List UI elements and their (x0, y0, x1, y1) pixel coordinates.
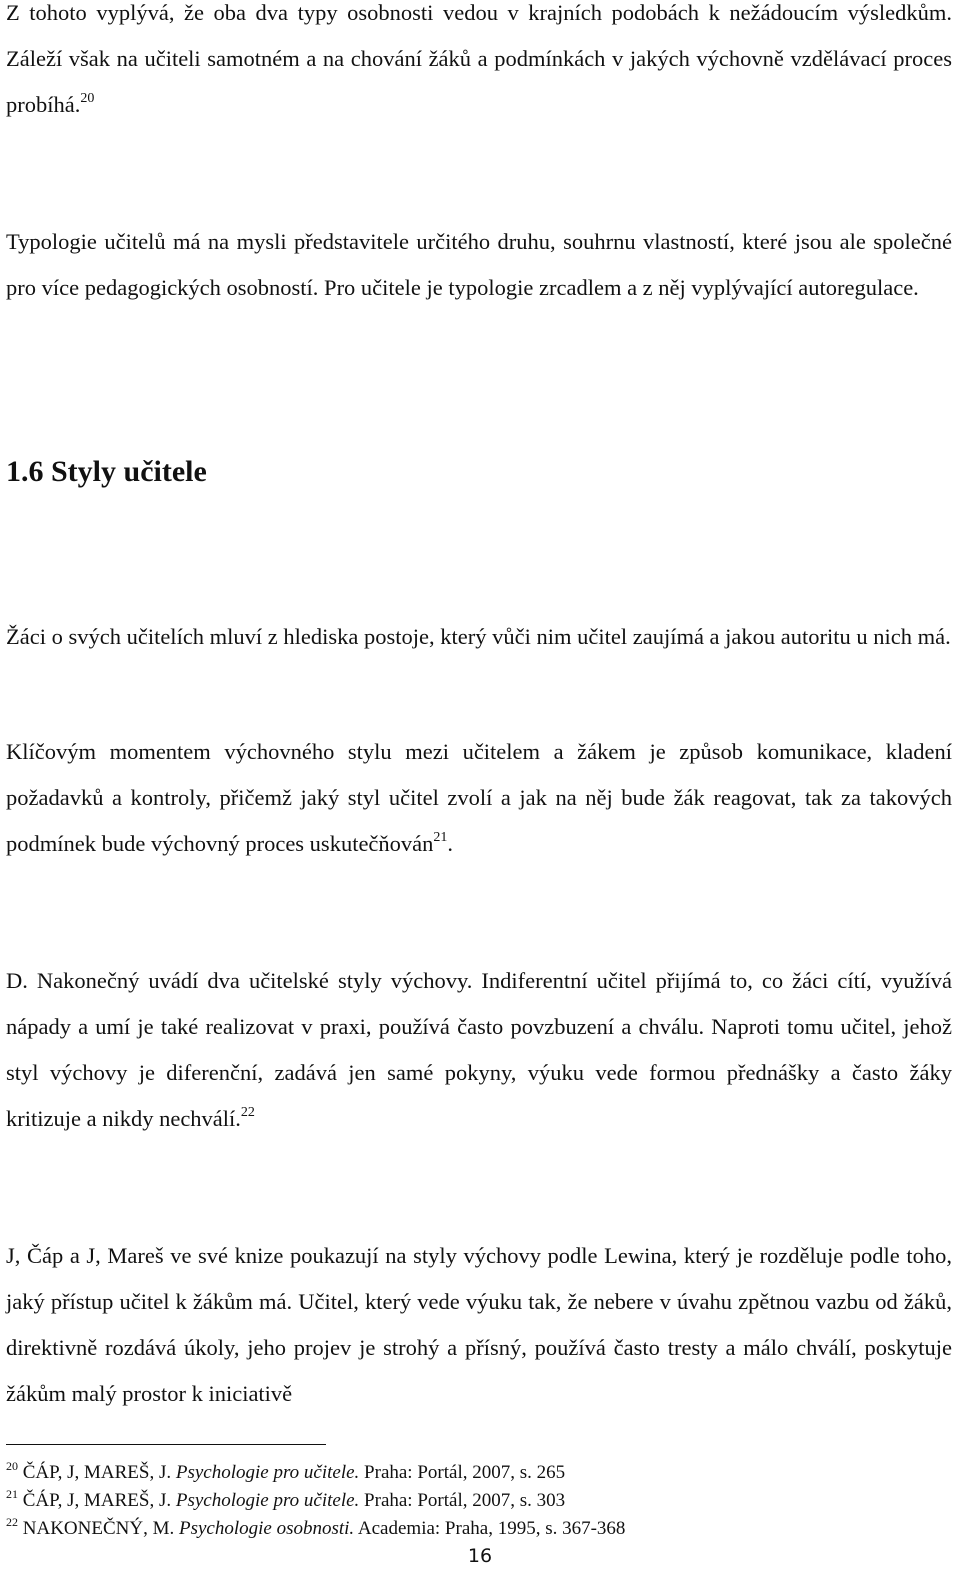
footnote-authors: ČÁP, J, MAREŠ, J. (22, 1490, 172, 1511)
footnote-publisher: Praha: Portál, 2007, s. 303 (364, 1490, 566, 1511)
footnote-number: 20 (6, 1459, 18, 1473)
footnote-21 (6, 1488, 565, 1514)
paragraph-1-text: Z tohoto vyplývá, že oba dva typy osobnosti vedou v krajních podobách k nežádoucím výsledkům. Záleží však na učiteli samotném a na chování žáků a podmínkách v jakých výchovně vzdělávací proces probíhá. (6, 0, 952, 117)
paragraph-2 (6, 219, 952, 311)
footnote-22 (6, 1516, 625, 1542)
footnote-number: 21 (6, 1487, 18, 1501)
footnote-publisher: Praha: Portál, 2007, s. 265 (364, 1462, 566, 1483)
footnote-publisher: Academia: Praha, 1995, s. 367-368 (357, 1518, 626, 1539)
paragraph-5 (6, 958, 952, 1142)
footnote-20 (6, 1460, 565, 1486)
footnote-separator (6, 1444, 326, 1445)
paragraph-3-text: Žáci o svých učitelích mluví z hlediska postoje, který vůči nim učitel zaujímá a jakou autoritu u nich má. (6, 624, 951, 649)
footnote-ref-20[interactable]: 20 (80, 91, 95, 106)
footnote-title: Psychologie pro učitele. (175, 1462, 360, 1483)
footnote-ref-22[interactable]: 22 (240, 1105, 255, 1120)
paragraph-3 (6, 614, 952, 660)
paragraph-2-text: Typologie učitelů má na mysli představitele určitého druhu, souhrnu vlastností, které jsou ale společné pro více pedagogických osobností. Pro učitele je typologie zrcadlem a z něj vyplývající autoregulace. (6, 229, 952, 300)
paragraph-6-text: J, Čáp a J, Mareš ve své knize poukazují na styly výchovy podle Lewina, který je rozděluje podle toho, jaký přístup učitel k žákům má. Učitel, který vede výuku tak, že nebere v úvahu zpětnou vazbu od žáků, direktivně rozdává úkoly, jeho projev je strohý a přísný, používá často tresty a málo chválí, poskytuje žákům malý prostor k iniciativě (6, 1243, 952, 1406)
paragraph-6 (6, 1233, 952, 1417)
footnote-title: Psychologie pro učitele. (175, 1490, 360, 1511)
footnote-authors: ČÁP, J, MAREŠ, J. (22, 1462, 172, 1483)
footnote-number: 22 (6, 1515, 18, 1529)
paragraph-5-text: D. Nakonečný uvádí dva učitelské styly výchovy. Indiferentní učitel přijímá to, co žáci cítí, využívá nápady a umí je také realizovat v praxi, používá často povzbuzení a chválu. Naproti tomu učitel, jehož styl výchovy je diferenční, zadává jen samé pokyny, výuku vede formou přednášky a často žáky kritizuje a nikdy nechválí. (6, 968, 952, 1131)
footnote-title: Psychologie osobnosti. (178, 1518, 355, 1539)
paragraph-1 (6, 0, 952, 128)
section-heading: 1.6 Styly učitele (6, 455, 207, 488)
page-number: 16 (467, 1545, 493, 1567)
paragraph-4-end: . (447, 831, 454, 856)
paragraph-4 (6, 729, 952, 867)
footnote-authors: NAKONEČNÝ, M. (22, 1518, 175, 1539)
paragraph-4-text: Klíčovým momentem výchovného stylu mezi učitelem a žákem je způsob komunikace, kladení požadavků a kontroly, přičemž jaký styl učitel zvolí a jak na něj bude žák reagovat, tak za takových podmínek bude výchovný proces uskutečňován (6, 739, 952, 856)
footnote-ref-21[interactable]: 21 (433, 830, 448, 845)
